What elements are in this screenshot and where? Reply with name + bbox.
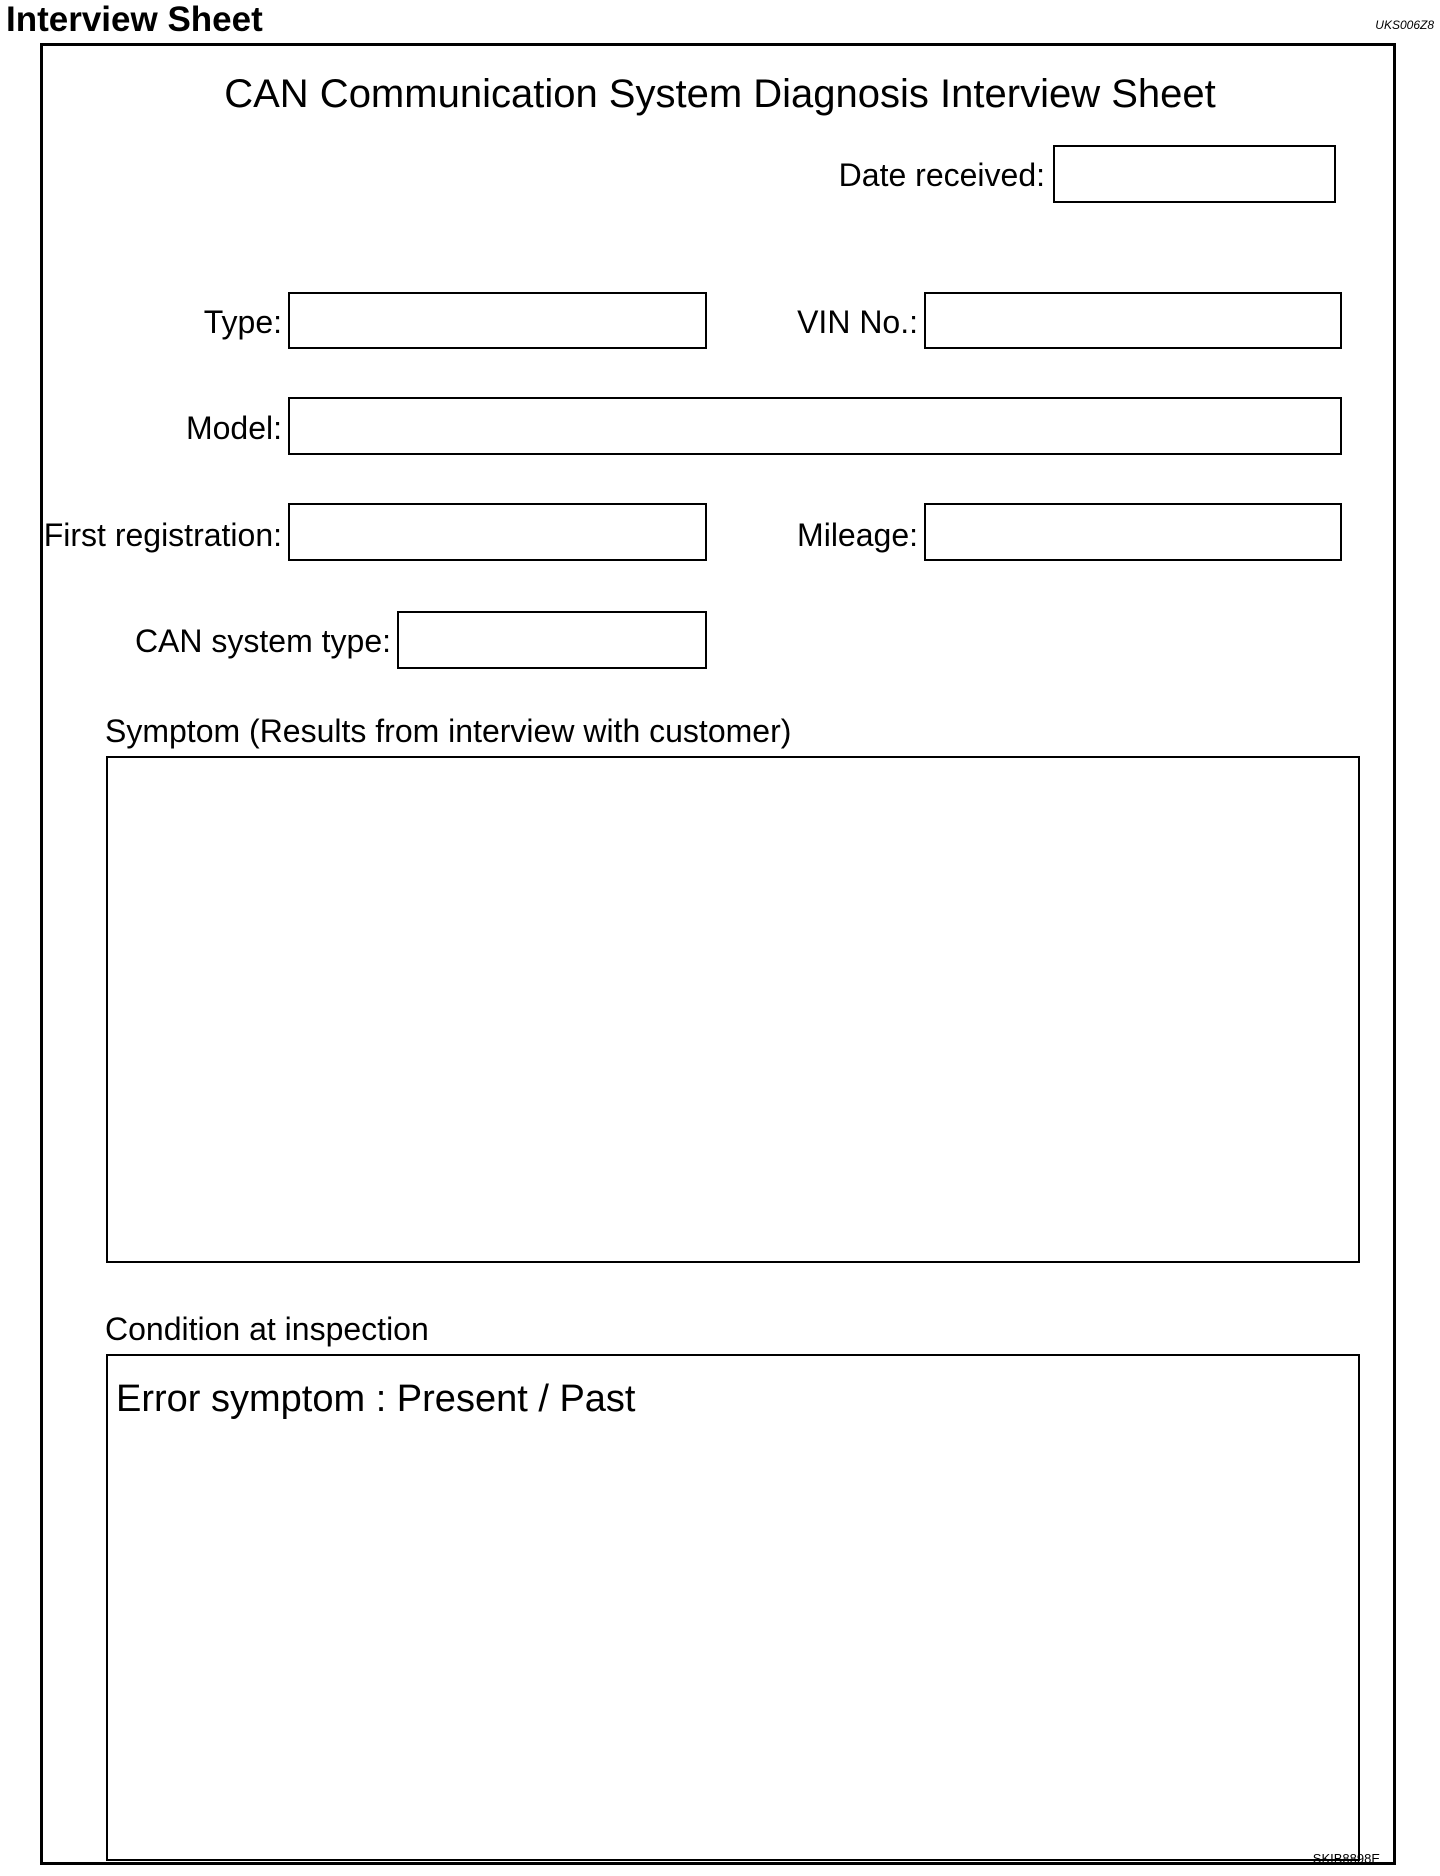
mileage-label: Mileage: (797, 517, 918, 553)
can-system-type-field[interactable] (397, 611, 707, 669)
vin-field[interactable] (924, 292, 1342, 349)
date-received-field[interactable] (1053, 145, 1336, 203)
reference-code: UKS006Z8 (1375, 18, 1434, 32)
type-label: Type: (203, 304, 282, 340)
first-registration-label: First registration: (43, 517, 282, 553)
mileage-field[interactable] (924, 503, 1342, 561)
condition-label: Condition at inspection (105, 1311, 429, 1347)
symptom-field[interactable] (106, 756, 1360, 1263)
first-registration-field[interactable] (288, 503, 707, 561)
error-symptom-text: Error symptom : Present / Past (116, 1378, 636, 1420)
model-field[interactable] (288, 397, 1342, 455)
sheet-title: CAN Communication System Diagnosis Interview Sheet (224, 72, 1216, 116)
model-label: Model: (185, 410, 282, 446)
can-system-type-label: CAN system type: (134, 623, 391, 659)
symptom-label: Symptom (Results from interview with customer) (105, 713, 792, 749)
page-heading: Interview Sheet (6, 0, 263, 39)
condition-field[interactable] (106, 1354, 1360, 1861)
vin-label: VIN No.: (797, 304, 918, 340)
date-received-label: Date received: (838, 157, 1045, 193)
figure-code: SKIB8898E (1312, 1851, 1380, 1866)
type-field[interactable] (288, 292, 707, 349)
